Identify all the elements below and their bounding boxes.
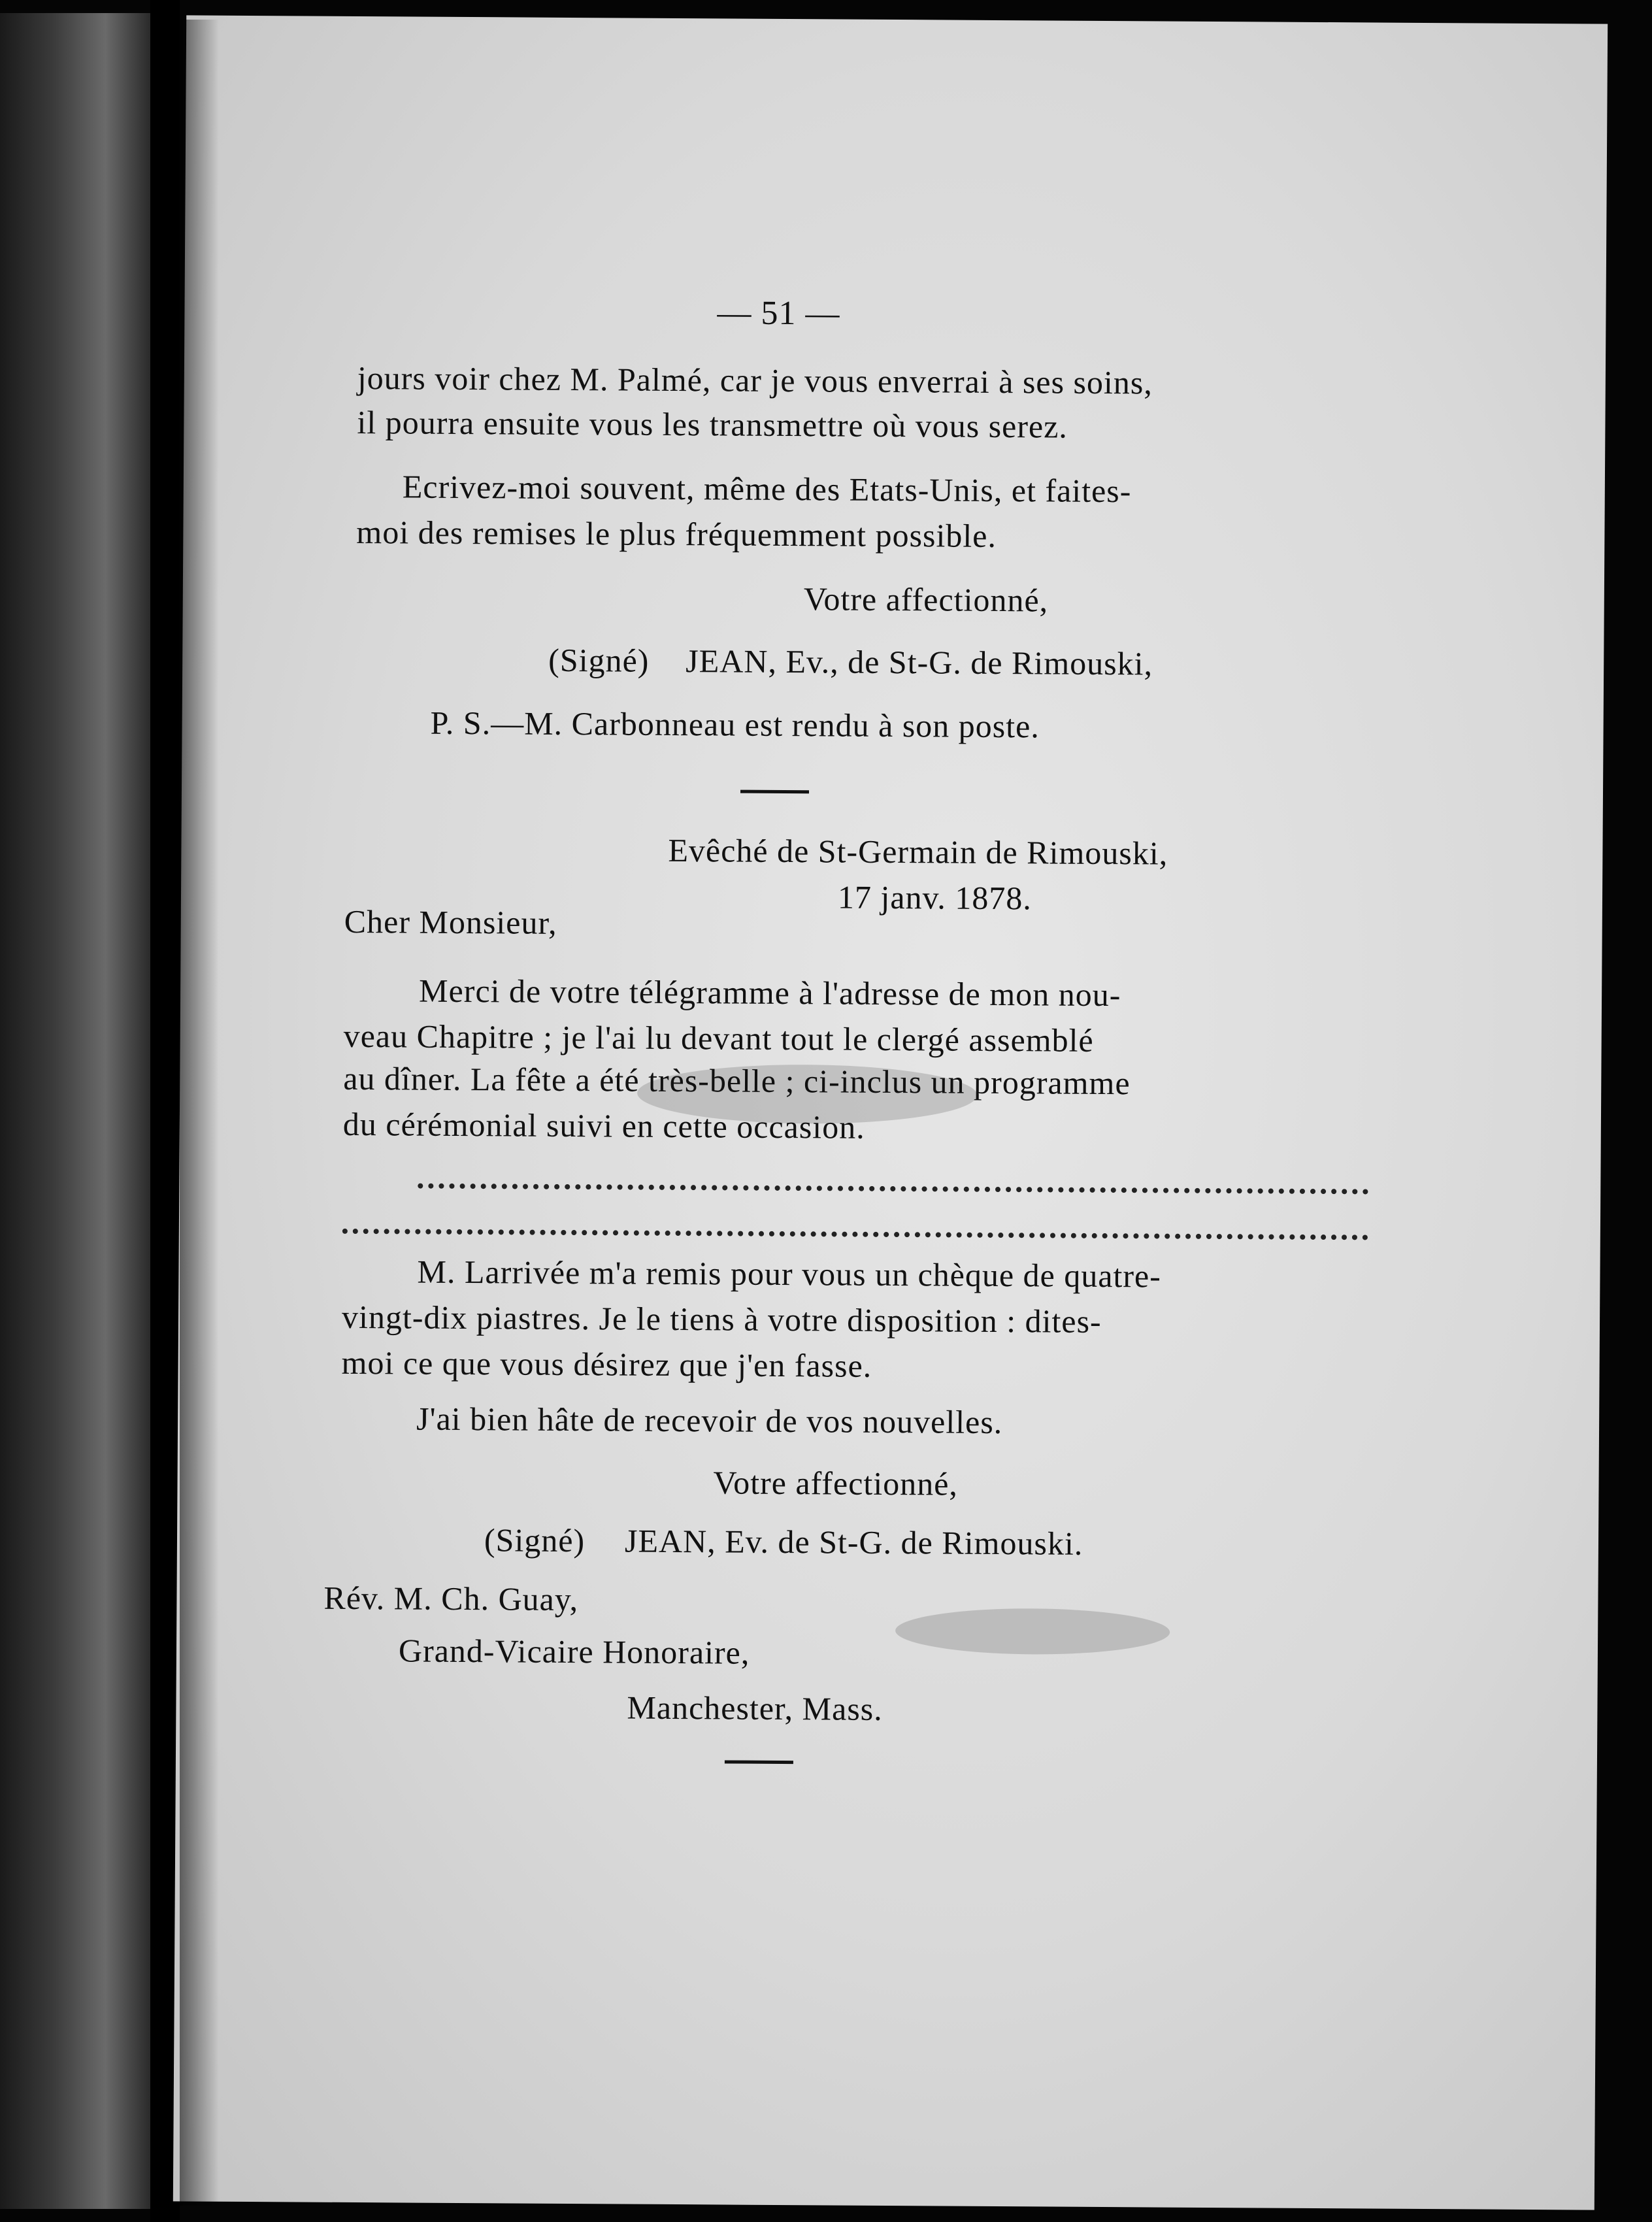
page-number: — 51 — bbox=[717, 294, 840, 333]
letter2-signed-label: (Signé) bbox=[484, 1521, 586, 1559]
letter2-closing: Votre affectionné, bbox=[713, 1464, 959, 1502]
ellipsis-line bbox=[418, 1184, 1368, 1195]
letter2-para2-line-3: moi ce que vous désirez que j'en fasse. bbox=[341, 1344, 872, 1384]
letter1-line-1: jours voir chez M. Palmé, car je vous enverrai à ses soins, bbox=[357, 359, 1153, 401]
addressee-line-2: Grand-Vicaire Honoraire, bbox=[398, 1632, 750, 1671]
letter1-line-2: il pourra ensuite vous les transmettre où vous serez. bbox=[357, 403, 1068, 445]
letter1-line-3: Ecrivez-moi souvent, même des Etats-Unis, et faites- bbox=[402, 468, 1132, 510]
letter2-para3: J'ai bien hâte de recevoir de vos nouvelles. bbox=[416, 1400, 1003, 1441]
letter2-signature: JEAN, Ev. de St-G. de Rimouski. bbox=[624, 1522, 1083, 1562]
addressee-line-1: Rév. M. Ch. Guay, bbox=[323, 1579, 579, 1618]
separator-rule bbox=[725, 1760, 793, 1764]
letter2-para2-line-1: M. Larrivée m'a remis pour vous un chèque de quatre- bbox=[417, 1253, 1162, 1295]
adjacent-page-edge bbox=[0, 13, 150, 2209]
letter2-place: Evêché de St-Germain de Rimouski, bbox=[668, 831, 1168, 872]
letter2-para1-line-4: du cérémonial suivi en cette occasion. bbox=[342, 1105, 865, 1146]
ellipsis-line bbox=[342, 1229, 1368, 1240]
letter2-date: 17 janv. 1878. bbox=[837, 878, 1032, 917]
letter2-para2-line-2: vingt-dix piastres. Je le tiens à votre disposition : dites- bbox=[341, 1298, 1102, 1340]
letter1-signature: JEAN, Ev., de St-G. de Rimouski, bbox=[686, 642, 1153, 682]
book-page bbox=[173, 15, 1608, 2210]
letter2-para1-line-1: Merci de votre télégramme à l'adresse de mon nou- bbox=[418, 972, 1121, 1014]
ink-bleed-smudge bbox=[895, 1608, 1170, 1655]
letter1-line-4: moi des remises le plus fréquemment possible. bbox=[356, 513, 997, 554]
letter2-para1-line-3: au dîner. La fête a été très-belle ; ci-inclus un programme bbox=[343, 1059, 1131, 1102]
letter2-para1-line-2: veau Chapitre ; je l'ai lu devant tout le clergé assemblé bbox=[343, 1017, 1094, 1059]
letter1-signed-label: (Signé) bbox=[548, 641, 650, 679]
letter1-closing: Votre affectionné, bbox=[803, 580, 1049, 619]
addressee-line-3: Manchester, Mass. bbox=[627, 1689, 883, 1727]
letter1-postscript: P. S.—M. Carbonneau est rendu à son poste. bbox=[430, 704, 1040, 745]
page-fold-shadow bbox=[180, 20, 219, 2206]
letter2-salutation: Cher Monsieur, bbox=[344, 903, 557, 941]
separator-rule bbox=[740, 790, 809, 794]
